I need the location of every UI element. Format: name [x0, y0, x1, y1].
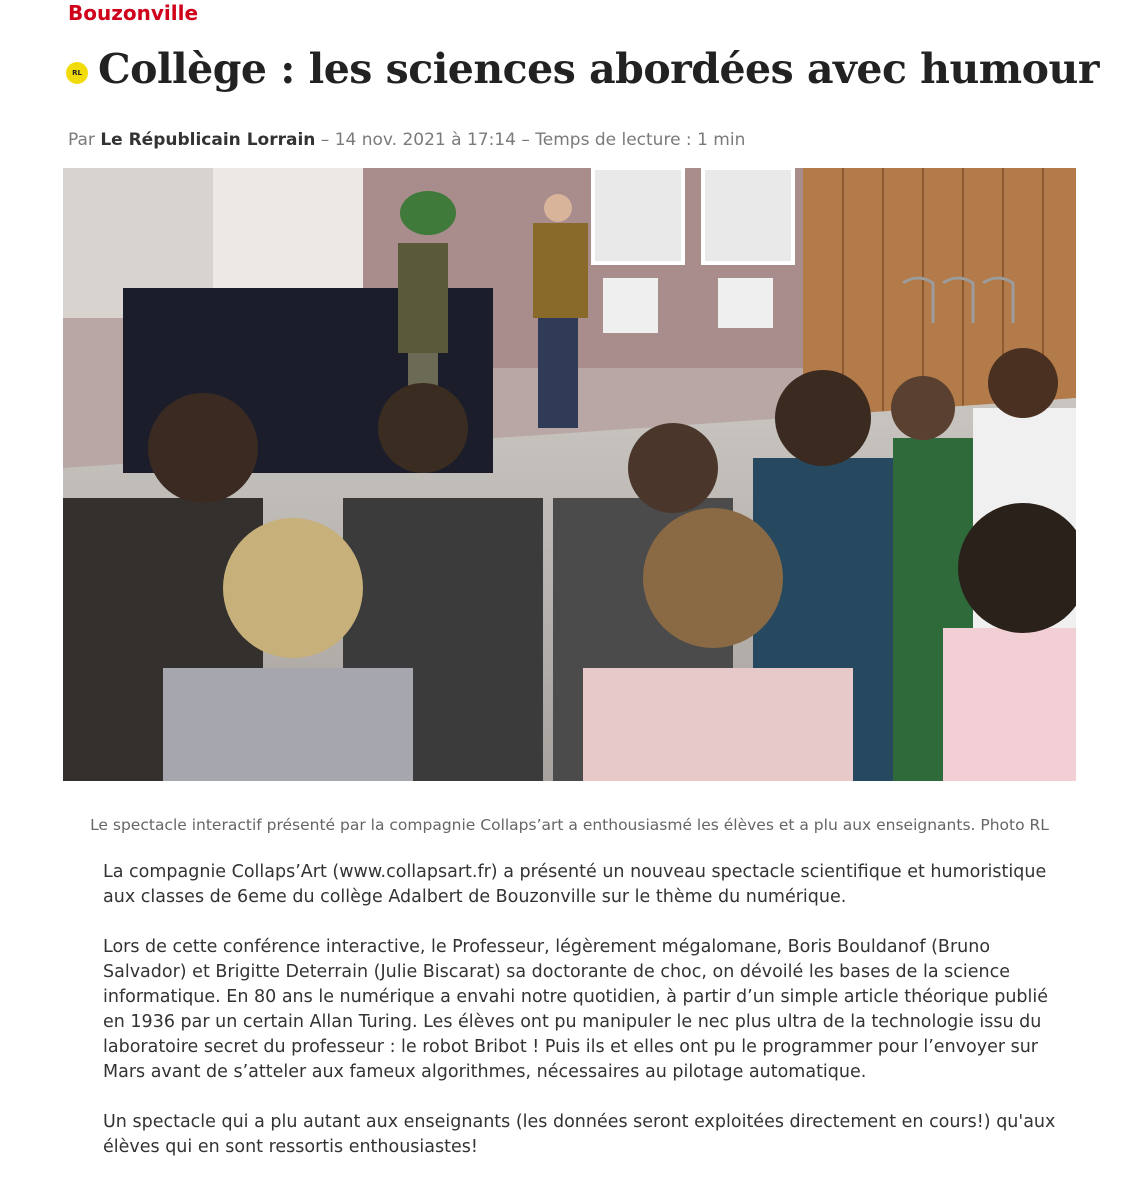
- byline-author[interactable]: Le Républicain Lorrain: [100, 130, 316, 150]
- body-paragraph: La compagnie Collaps’Art (www.collapsart.fr) a présenté un nouveau spectacle scientifique et humoristique aux classes de 6eme du collège Adalbert de Bouzonville sur le thème du numérique.: [103, 862, 1047, 907]
- photo-illustration: [63, 168, 1076, 781]
- byline-date: 14 nov. 2021 à 17:14: [334, 130, 516, 150]
- photo-caption: Le spectacle interactif présenté par la compagnie Collaps’art a enthousiasmé les élèves et a plu aux enseignants. Photo RL: [90, 816, 1049, 834]
- byline-prefix: Par: [68, 130, 95, 150]
- article-title: Collège : les sciences abordées avec humour: [98, 45, 1099, 93]
- byline-date-separator: –: [315, 130, 335, 150]
- article-body: [103, 860, 1063, 1185]
- byline-reading-separator: –: [515, 130, 536, 150]
- rl-badge-icon: RL: [66, 62, 88, 84]
- body-paragraph: Lors de cette conférence interactive, le Professeur, légèrement mégalomane, Boris Bouldanof (Bruno Salvador) et Brigitte Deterrain (Julie Biscarat) sa doctorante de choc, on dévoilé les bases de la science informatique. En 80 ans le numérique a envahi notre quotidien, à partir d’un simple article théorique publié en 1936 par un certain Allan Turing. Les élèves ont pu manipuler le nec plus ultra de la technologie issu du laboratoire secret du professeur : le robot Bribot ! Puis ils et elles ont pu le programmer pour l’envoyer sur Mars avant de s’atteler aux fameux algorithmes, nécessaires au pilotage automatique.: [103, 937, 1049, 1082]
- article-photo[interactable]: [63, 168, 1076, 781]
- section-label[interactable]: Bouzonville: [68, 1, 199, 25]
- title-row: [66, 42, 1099, 96]
- body-paragraph: Un spectacle qui a plu autant aux enseignants (les données seront exploitées directement en cours!) qu'aux élèves qui en sont ressortis enthousiastes!: [103, 1112, 1056, 1157]
- byline: [68, 130, 745, 150]
- byline-reading-time: Temps de lecture : 1 min: [535, 130, 746, 150]
